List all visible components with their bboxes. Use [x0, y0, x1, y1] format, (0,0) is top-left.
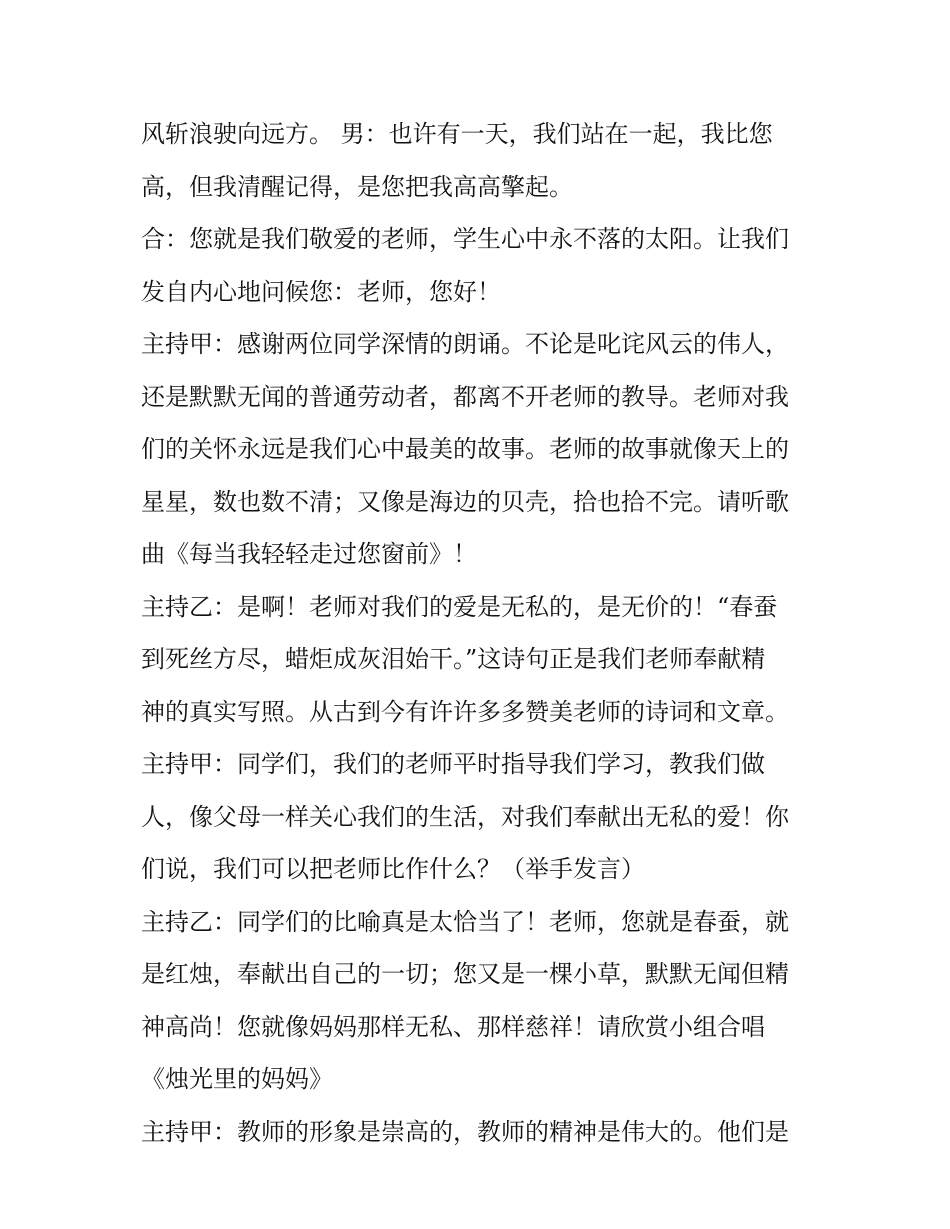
text-line: 人，像父母一样关心我们的生活，对我们奉献出无私的爱！你 — [141, 802, 789, 831]
text-line: 是红烛，奉献出自己的一切；您又是一棵小草，默默无闻但精 — [141, 960, 789, 988]
text-line: 主持乙：同学们的比喻真是太恰当了！老师，您就是春蚕，就 — [141, 907, 789, 936]
text-line: 发自内心地问候您：老师，您好！ — [141, 277, 501, 306]
text-line: 们的关怀永远是我们心中最美的故事。老师的故事就像天上的 — [141, 435, 789, 463]
text-line: 神高尚！您就像妈妈那样无私、那样慈祥！请欣赏小组合唱 — [141, 1012, 765, 1041]
document-body — [141, 108, 821, 1158]
text-line: 星星，数也数不清；又像是海边的贝壳，拾也拾不完。请听歌 — [141, 487, 789, 516]
text-line: 主持甲：感谢两位同学深情的朗诵。不论是叱诧风云的伟人， — [141, 330, 789, 358]
text-line: 主持甲：教师的形象是崇高的，教师的精神是伟大的。他们是 — [141, 1117, 789, 1146]
text-line: 神的真实写照。从古到今有许许多多赞美老师的诗词和文章。 — [141, 697, 789, 726]
text-line: 主持甲：同学们，我们的老师平时指导我们学习，教我们做 — [141, 750, 765, 778]
text-line: 高，但我清醒记得，是您把我高高擎起。 — [141, 172, 573, 201]
text-line: 还是默默无闻的普通劳动者，都离不开老师的教导。老师对我 — [141, 382, 789, 411]
text-line: 们说，我们可以把老师比作什么？（举手发言） — [141, 855, 645, 883]
text-line: 到死丝方尽，蜡炬成灰泪始干。”这诗句正是我们老师奉献精 — [141, 645, 766, 673]
text-line: 主持乙：是啊！老师对我们的爱是无私的，是无价的！“春蚕 — [141, 592, 778, 621]
text-line: 曲《每当我轻轻走过您窗前》！ — [141, 540, 477, 568]
text-line: 风斩浪驶向远方。 男：也许有一天，我们站在一起，我比您 — [141, 120, 773, 148]
text-line: 《烛光里的妈妈》 — [141, 1065, 333, 1093]
text-line: 合：您就是我们敬爱的老师，学生心中永不落的太阳。让我们 — [141, 225, 789, 253]
